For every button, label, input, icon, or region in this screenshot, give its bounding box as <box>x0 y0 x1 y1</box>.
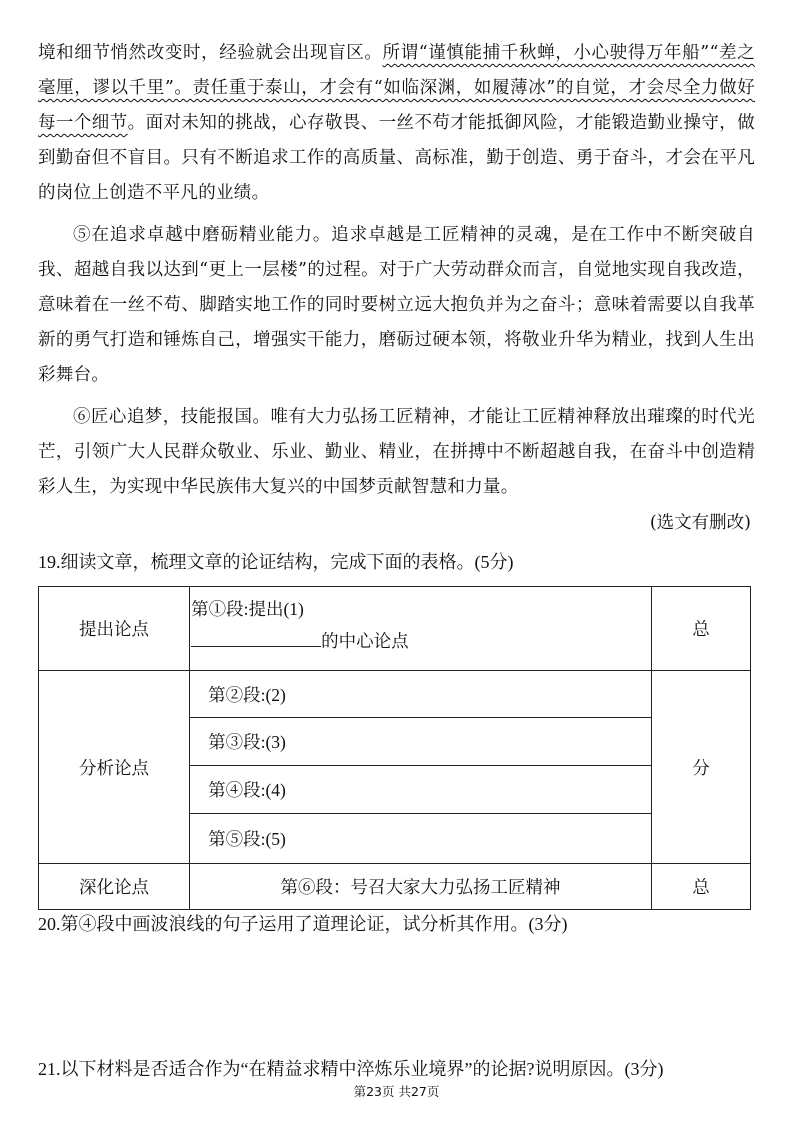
table-row <box>39 671 751 718</box>
question-20: 20.第④段中画波浪线的句子运用了道理论证，试分析其作用。(3分) <box>38 914 568 934</box>
wavy-underlined-sentence: 所谓“谨慎能捕千秋蝉，小心驶得万年船”“差之毫厘，谬以千里”。责任重于泰山，才会有“如临深渊，如履薄冰”的自觉，才会尽全力做好每一个细节 <box>38 43 755 133</box>
row-label-deepen: 深化论点 <box>39 864 190 910</box>
cell-text: 的中心论点 <box>321 631 409 651</box>
question-19: 19.细读文章，梳理文章的论证结构，完成下面的表格。(5分) <box>38 552 514 572</box>
row-label-propose: 提出论点 <box>39 587 190 671</box>
question-21: 21.以下材料是否适合作为“在精益求精中淬炼乐业境界”的论据?说明原因。(3分) <box>38 1059 664 1079</box>
answer-cell-3[interactable]: 第③段:(3) <box>190 718 652 766</box>
answer-cell-4[interactable]: 第④段:(4) <box>190 766 652 814</box>
row-end-label: 总 <box>651 864 750 910</box>
table-row <box>39 587 751 671</box>
cell-line: 第①段:提出(1) <box>191 599 304 619</box>
table-row <box>39 864 751 910</box>
paragraph-4-continued <box>38 36 755 211</box>
answer-cell-1 <box>190 587 652 671</box>
answer-cell-2[interactable]: 第②段:(2) <box>190 671 652 718</box>
row-label-analyze: 分析论点 <box>39 671 190 864</box>
paragraph-6: ⑥匠心追梦，技能报国。唯有大力弘扬工匠精神，才能让工匠精神释放出璀璨的时代光芒，引领广大人民群众敬业、乐业、勤业、精业，在拼搏中不断超越自我，在奋斗中创造精彩人生，为实现中华民族伟大复兴的中国梦贡献智慧和力量。 <box>38 407 755 497</box>
paragraph-text: 。面对未知的挑战，心存敬畏、一丝不苟才能抵御风险，才能锻造勤业操守，做到勤奋但不盲目。只有不断追求工作的高质量、高标准，勤于创造、勇于奋斗，才会在平凡的岗位上创造不平凡的业绩。 <box>38 113 755 203</box>
paragraph-5: ⑤在追求卓越中磨砺精业能力。追求卓越是工匠精神的灵魂，是在工作中不断突破自我、超越自我以达到“更上一层楼”的过程。对于广大劳动群众而言，自觉地实现自我改造，意味着在一丝不苟、脚踏实地工作的同时要树立远大抱负并为之奋斗；意味着需要以自我革新的勇气打造和锤炼自己，增强实干能力，磨砺过硬本领，将敬业升华为精业，找到人生出彩舞台。 <box>38 225 755 385</box>
source-note: (选文有删改) <box>649 513 751 533</box>
answer-cell-5[interactable]: 第⑤段:(5) <box>190 814 652 864</box>
paragraph-text: 境和细节悄然改变时，经验就会出现盲区。 <box>38 43 383 63</box>
row-end-label: 分 <box>651 671 750 864</box>
argument-structure-table <box>38 586 751 910</box>
cell-line <box>191 625 651 657</box>
page-footer: 第23页 共27页 <box>353 1084 440 1099</box>
table-cell-6: 第⑥段：号召大家大力弘扬工匠精神 <box>190 864 652 910</box>
answer-blank[interactable] <box>191 628 321 647</box>
row-end-label: 总 <box>651 587 750 671</box>
